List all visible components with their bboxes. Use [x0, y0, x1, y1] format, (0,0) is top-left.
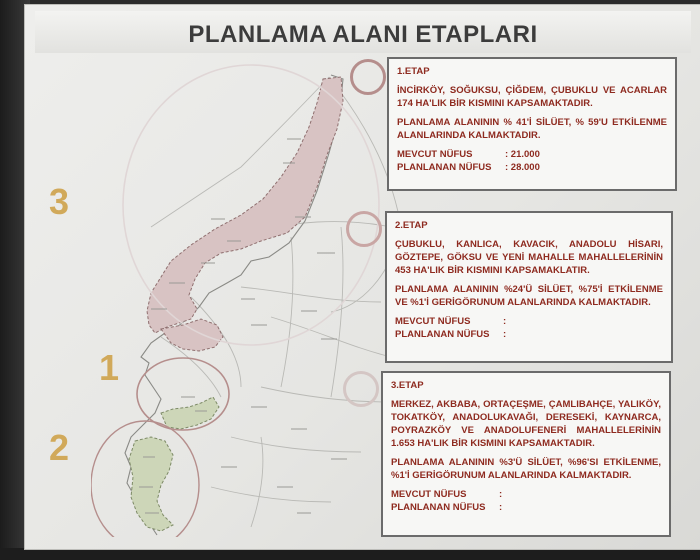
- stage-1-title: 1.ETAP: [397, 66, 430, 77]
- stage-2-ratio: PLANLAMA ALANININ %24'Ü SİLÜET, %75'İ ETKİLENME VE %1'İ GERİGÖRUNUM ALANLARINDA KALMAKTADIR.: [395, 284, 663, 308]
- stage-1-planned-pop-label: PLANLANAN NÜFUS: [397, 162, 492, 173]
- stage-2-box: [385, 211, 673, 363]
- stage-3-planned-pop-label: PLANLANAN NÜFUS: [391, 502, 486, 513]
- stage-2-current-pop-label: MEVCUT NÜFUS: [395, 316, 471, 327]
- stage-1-ratio: PLANLAMA ALANININ % 41'İ SİLÜET, % 59'U ETKİLENME ALANLARINDA KALMAKTADIR.: [397, 117, 667, 141]
- stage-3-planned-pop-value: :: [499, 502, 503, 513]
- zone-2-area: [129, 437, 173, 531]
- stage-2-planned-pop-value: :: [503, 329, 507, 340]
- stage-3-title: 3.ETAP: [391, 380, 424, 391]
- stage-number-3: 3: [49, 181, 70, 222]
- stage-3-marker: [343, 371, 379, 407]
- stage-3-current-pop-value: :: [499, 489, 503, 500]
- stage-number-1: 1: [99, 347, 120, 388]
- stage-1-current-pop-value: : 21.000: [505, 149, 540, 160]
- stage-3-current-pop-label: MEVCUT NÜFUS: [391, 489, 467, 500]
- stage-1-current-pop-label: MEVCUT NÜFUS: [397, 149, 473, 160]
- zone-3-area: [147, 77, 343, 333]
- stage-2-current-pop-value: :: [503, 316, 507, 327]
- slide-title: PLANLAMA ALANI ETAPLARI: [188, 21, 538, 48]
- planning-map: [91, 57, 421, 537]
- stage-2-description: ÇUBUKLU, KANLICA, KAVACIK, ANADOLU HİSARI, GÖZTEPE, GÖKSU VE YENİ MAHALLE MAHALLELERİNİN 453 HA'LIK BİR KISMINI KAPSAMAKLATIR.: [395, 239, 663, 276]
- stage-3-description: MERKEZ, AKBABA, ORTAÇEŞME, ÇAMLIBAHÇE, YALIKÖY, TOKATKÖY, ANADOLUKAVAĞI, DERESEKİ, KAYNARCA, POYRAZKÖY VE ANADOLUFENERİ MAHALLELERİNİN 1.653 HA'LIK BİR KISMINI KAPSAMAKTADIR.: [391, 399, 661, 449]
- stage-2-title: 2.ETAP: [395, 220, 428, 231]
- zone-1-area: [161, 397, 219, 429]
- stage-3-box: [381, 371, 671, 537]
- stage-1-planned-pop-value: : 28.000: [505, 162, 540, 173]
- projected-slide: [24, 4, 700, 550]
- title-bar: [35, 11, 691, 53]
- stage-number-2: 2: [49, 427, 70, 468]
- stage-1-description: İNCİRKÖY, SOĞUKSU, ÇİĞDEM, ÇUBUKLU VE ACARLAR 174 HA'LIK BİR KISMINI KAPSAMAKTADIR.: [397, 85, 667, 109]
- stage-3-ratio: PLANLAMA ALANININ %3'Ü SİLÜET, %96'SI ETKİLENME, %1'İ GERİGÖRUNUM ALANLARINDA KALMAKTADIR.: [391, 457, 661, 481]
- stage-2-marker: [346, 211, 382, 247]
- stage-1-box: [387, 57, 677, 191]
- stage-2-planned-pop-label: PLANLANAN NÜFUS: [395, 329, 490, 340]
- stage-1-marker: [350, 59, 386, 95]
